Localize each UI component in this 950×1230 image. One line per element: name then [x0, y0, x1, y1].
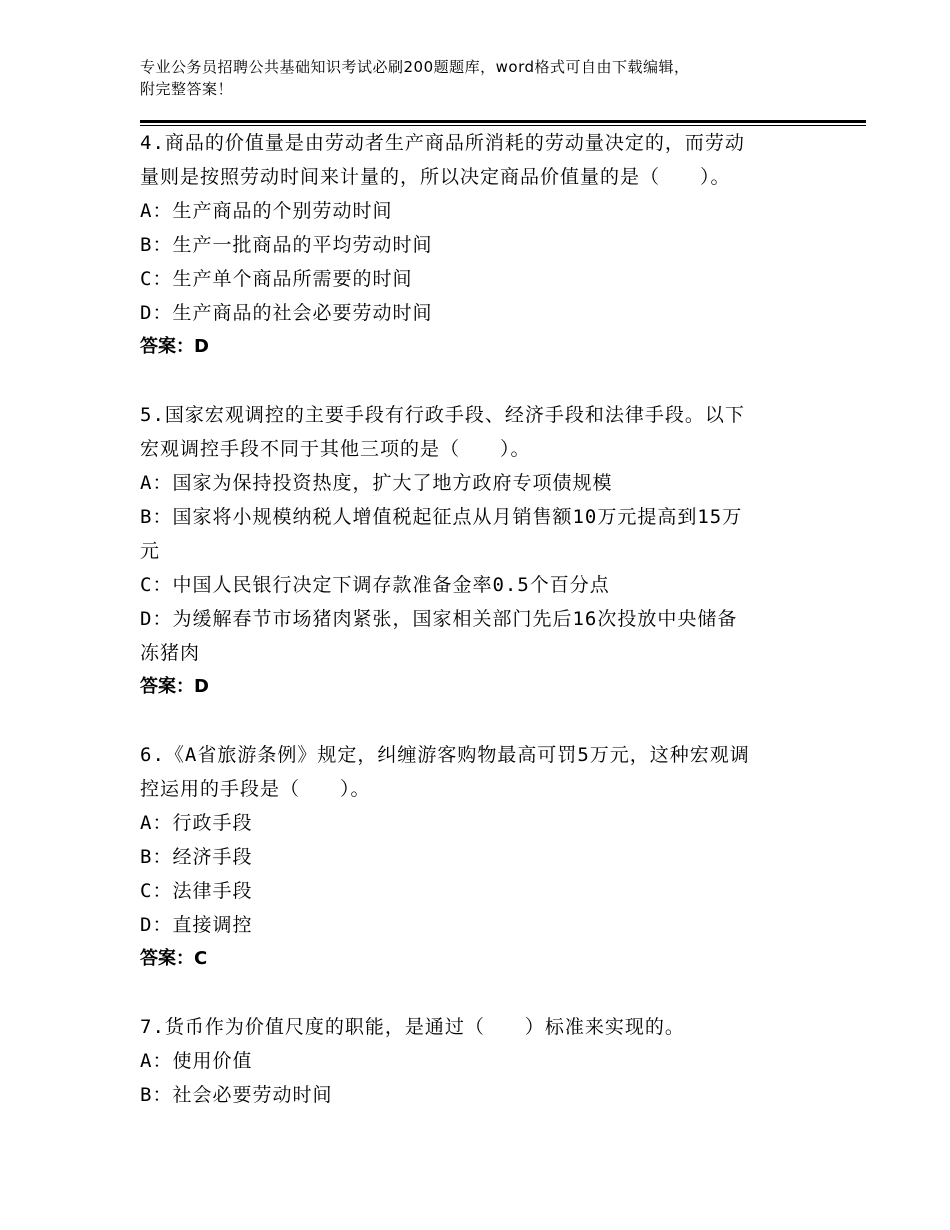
question-block: [140, 738, 830, 976]
option-a: A：生产商品的个别劳动时间: [140, 200, 393, 222]
option-a: A：行政手段: [140, 812, 253, 834]
question-list: [140, 126, 830, 1146]
option-a: A：国家为保持投资热度，扩大了地方政府专项债规模: [140, 472, 613, 494]
option-b: B：生产一批商品的平均劳动时间: [140, 234, 433, 256]
question-stem-line: 4.商品的价值量是由劳动者生产商品所消耗的劳动量决定的，而劳动: [140, 132, 745, 154]
option-a: A：使用价值: [140, 1050, 253, 1072]
option-d: 冻猪肉: [140, 642, 201, 664]
question-stem-line: 5.国家宏观调控的主要手段有行政手段、经济手段和法律手段。以下: [140, 404, 745, 426]
option-b: B：社会必要劳动时间: [140, 1084, 333, 1106]
header-line-2: 附完整答案！: [140, 80, 234, 98]
option-b: B：经济手段: [140, 846, 253, 868]
answer-label: 答案：C: [140, 948, 208, 969]
question-stem-line: 控运用的手段是（ ）。: [140, 778, 371, 800]
option-c: C：中国人民银行决定下调存款准备金率0.5个百分点: [140, 574, 610, 596]
question-block: [140, 126, 830, 364]
option-b: 元: [140, 540, 161, 562]
option-b: B：国家将小规模纳税人增值税起征点从月销售额10万元提高到15万: [140, 506, 743, 528]
page-header: [140, 56, 830, 100]
question-stem-line: 宏观调控手段不同于其他三项的是（ ）。: [140, 438, 531, 460]
answer-label: 答案：D: [140, 336, 209, 357]
question-block: [140, 398, 830, 704]
option-d: D：直接调控: [140, 914, 253, 936]
header-line-1: 专业公务员招聘公共基础知识考试必刷200题题库，word格式可自由下载编辑，: [140, 58, 690, 76]
question-stem-line: 7.货币作为价值尺度的职能，是通过（ ）标准来实现的。: [140, 1016, 685, 1038]
answer-label: 答案：D: [140, 676, 209, 697]
question-block: [140, 1010, 830, 1112]
header-divider-thick: [140, 120, 866, 123]
option-c: C：生产单个商品所需要的时间: [140, 268, 413, 290]
option-d: D：为缓解春节市场猪肉紧张，国家相关部门先后16次投放中央储备: [140, 608, 738, 630]
question-stem-line: 6.《A省旅游条例》规定，纠缠游客购物最高可罚5万元，这种宏观调: [140, 744, 750, 766]
option-c: C：法律手段: [140, 880, 253, 902]
option-d: D：生产商品的社会必要劳动时间: [140, 302, 433, 324]
question-stem-line: 量则是按照劳动时间来计量的，所以决定商品价值量的是（ ）。: [140, 166, 731, 188]
